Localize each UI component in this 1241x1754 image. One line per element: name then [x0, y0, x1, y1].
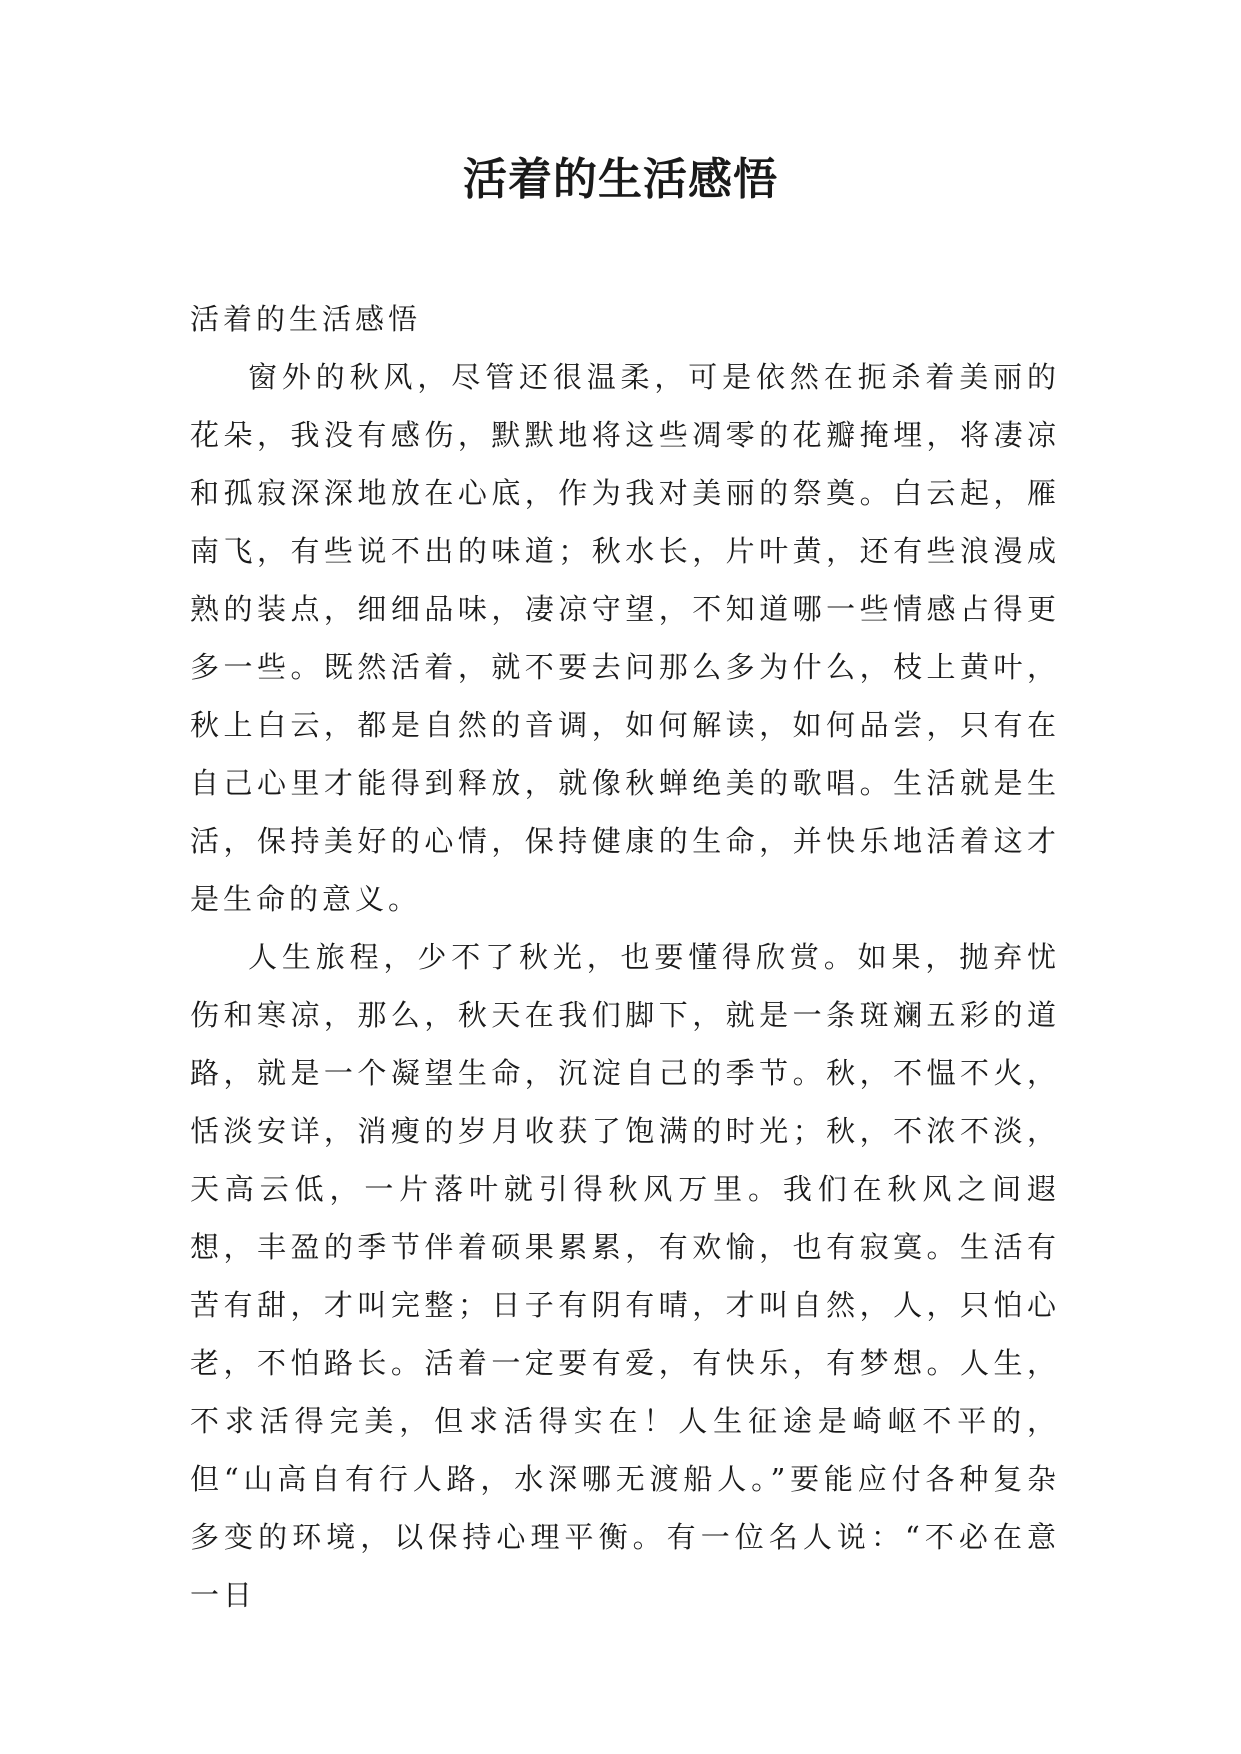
document-body [190, 290, 1060, 1624]
document-subtitle: 活着的生活感悟 [190, 302, 422, 336]
document-title: 活着的生活感悟 [463, 154, 778, 205]
paragraph-1: 窗外的秋风，尽管还很温柔，可是依然在扼杀着美丽的花朵，我没有感伤，默默地将这些凋零的花瓣掩埋，将凄凉和孤寂深深地放在心底，作为我对美丽的祭奠。白云起，雁南飞，有些说不出的味道；秋水长，片叶黄，还有些浪漫成熟的装点，细细品味，凄凉守望，不知道哪一些情感占得更多一些。既然活着，就不要去问那么多为什么，枝上黄叶，秋上白云，都是自然的音调，如何解读，如何品尝，只有在自己心里才能得到释放，就像秋蝉绝美的歌唱。生活就是生活，保持美好的心情，保持健康的生命，并快乐地活着这才是生命的意义。 [190, 360, 1060, 916]
paragraph-2: 人生旅程，少不了秋光，也要懂得欣赏。如果，抛弃忧伤和寒凉，那么，秋天在我们脚下，就是一条斑斓五彩的道路，就是一个凝望生命，沉淀自己的季节。秋，不愠不火，恬淡安详，消瘦的岁月收获了饱满的时光；秋，不浓不淡，天高云低，一片落叶就引得秋风万里。我们在秋风之间遐想，丰盈的季节伴着硕果累累，有欢愉，也有寂寞。生活有苦有甜，才叫完整；日子有阴有晴，才叫自然，人，只怕心老，不怕路长。活着一定要有爱，有快乐，有梦想。人生，不求活得完美，但求活得实在！人生征途是崎岖不平的，但“山高自有行人路，水深哪无渡船人。”要能应付各种复杂多变的环境，以保持心理平衡。有一位名人说：“不必在意一日 [190, 940, 1060, 1612]
